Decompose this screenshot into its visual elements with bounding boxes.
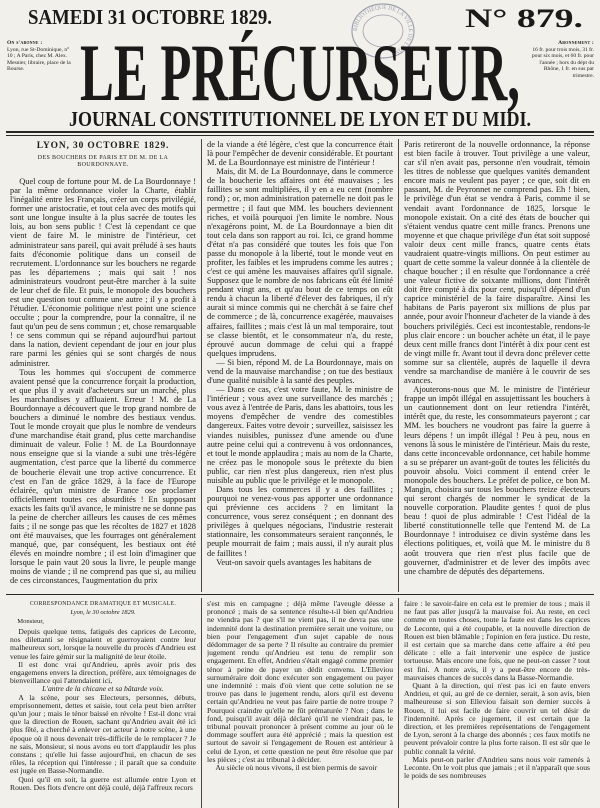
feuilleton-salutation: Monsieur,: [17, 618, 44, 625]
paragraph: Depuis quelque tems, fatigués des caprices de Leconte, nos dilettanti se résignaient et guerroyaient contre leur malheureux sort, lorsque la nouvelle du procès d'Andrieu est venue les faire gémir sur la malignité de leur étoile.: [10, 628, 196, 661]
paragraph: Veut-on savoir quels avantages les habitans de: [216, 557, 372, 567]
subscription-price-box: [526, 40, 594, 80]
paragraph: Quel coup de fortune pour M. de La Bourdonnaye ! par la même ordonnance violer la Charte, établir l'inégalité entre les Français, créer un corps privilégié, former une aristocratie, et tout cela avec des motifs qui sont une longue insulte à la plus sacrée de toutes les lois, au bon sens public ! C'est là cependant ce que vient de faire M. le ministre de l'intérieur, cet administrateur sans pareil, qui avait préludé à ses hauts faits d'économie politique dans un conseil de recrutement. L'ordonnance sur les bouchers ne regarde pas les départemens ; mais qui sait ! nos administrateurs voudront peut-être marcher à la suite de leur chef de file. Et puis, le monopole des bouchers est une question tout comme une autre ; il y a profit à l'étudier. L'économie politique n'est point une science occulte ; pour la comprendre, pour la connaître, il ne faut qu'un peu de sens commun ; et, chose remarquable ! ce sens commun qui se répand aujourd'hui partout dans la nation, devient cependant de jour en jour plus rare parmi les génies qui se sont chargés de nous administrer.: [10, 177, 196, 368]
subscription-address-label: On s'abonne :: [7, 40, 43, 46]
lead-article-column-1: [10, 177, 196, 591]
paragraph: Quoi qu'il en soit, la guerre est allumée entre Lyon et Rouen. Des flots d'encre ont déjà coulé, déjà l'affreux recors: [10, 774, 196, 792]
paragraph: — Dans ce cas, c'est votre faute, M. le ministre de l'intérieur ; vous avez une surveillance des marchés ; vous avez à l'entrée de Paris, dans les abattoirs, tous les moyens d'empêcher de vendre des comestibles dangereux. Faites votre devoir ; surveillez, saisissez les viandes nuisibles, punissez d'une amende ou d'une autre peine celui qui a contrevenu à vos ordonnances, et tout le monde applaudira ; mais au nom de la Charte, ne créez pas le monopole sous le prétexte du bien public, car rien n'est plus dangereux, rien n'est plus nuisible au public que le privilège et le monopole.: [207, 385, 393, 485]
newspaper-title: LE PRÉCURSEUR,: [80, 27, 520, 118]
feuilleton-header: [10, 599, 196, 628]
paragraph: Paris retireront de la nouvelle ordonnance, la réponse est bien facile à trouver. Tout privilège a une valeur, car s'il n'en avait pas, personne n'en voudrait, témoin les titres de noblesse que quelques vanités demandent encore mais ne veulent pas payer ; ce que, soit dit en passant, M. de Peyronnet ne comprend pas. Eh ! bien, le privilège d'un état se vendra à Paris, comme il se vendait avant l'ordonnance de 1825, lorsque le monopole existait. On a cité des états de boucher qui s'étaient vendus quatre cent mille francs. Prenons une moyenne et que chaque privilège d'un état soit supposé valoir deux cent mille francs, quatre cents états vaudraient quatre-vingts millions. On peut estimer au quart de cette somme la valeur donnée à la clientèle de chaque boucher ; il en résulte que l'ordonnance a créé une valeur fictive de soixante millions, dont l'intérêt doit être compté à dix pour cent, puisqu'il dépend d'un caprice ministériel de la faire disparaître. Ainsi les habitans de Paris payeront six millions de plus par année, pour avoir l'honneur d'acheter de la viande à des bouchers privilégiés. Ceci est incontestable, rendons-le plus clair encore : un boucher achète un état, il le paye deux cent mille francs dont l'intérêt à dix pour cent est de vingt mille fr. Avant tout il devra donc prélever cette somme sur sa clientèle, auprès de laquelle il devra vendre sa marchandise de manière à le couvrir de ses avances.: [404, 140, 590, 386]
newspaper-subtitle: JOURNAL CONSTITUTIONNEL DE LYON ET DU MIDI.: [69, 107, 531, 131]
subscription-address-text: Lyon, rue St-Dominique, n° 10 ; A Paris, chez M. Alex. Mesnier, libraire, place de la Bourse.: [7, 46, 71, 73]
feuilleton-rule: [6, 594, 594, 595]
feuilleton-column-2: [207, 600, 393, 806]
feuilleton-dateline: Lyon, le 30 octobre 1829.: [70, 609, 136, 616]
column-divider: [201, 139, 202, 592]
paragraph: A la scène, pour ses Electeurs, personnes, débuts, emprisonnement, dettes et saisie, tout cela peut bien arrêter qu'un jour ; mais le ténor baissé en révolte ! Est-il donc vrai que la direction de Rouen, sachant qu'Andrieu avait été ici plus fêté, a cherché à enlever cet acteur à notre scène, à une époque où il nous devenait très-difficile de le remplacer ? Je ne sais, Monsieur, si nous avons eu tort d'applaudir les plus constans ; qu'elle lui fasse aujourd'hui, en chacun de ses rôles, la réception qui l'intéresse ; il paraît que sa conduite est jugée en Basse-Normandie.: [10, 692, 196, 776]
column-divider: [201, 598, 202, 808]
paragraph: de la viande a été légère, c'est que la concurrence était là pour l'empêcher de devenir considérable. Et pourtant M. de La Bourdonnaye est ministre de l'intérieur !: [207, 140, 393, 168]
masthead-rule-thin: [6, 135, 594, 136]
column-divider: [398, 598, 399, 808]
column-divider: [398, 139, 399, 592]
feuilleton-heading: CORRESPONDANCE DRAMATIQUE ET MUSICALE.: [29, 601, 177, 607]
paragraph: faire : le savoir-faire en cela est le premier de tous ; mais il ne faut pas aller jusqu'à la mauvaise foi. Au reste, en ceci comme en toutes choses, toute la faute est dans les caprices de Leconte, qui a été coupable, et la nouvelle direction de Rouen est bien blâmable ; l'opinion en fera justice. Du reste, il est certain que sa marche dans cette affaire a été peu délicate : elle a fait intervenir une espèce de justice tortueuse. Mais encore une fois, que ne peut-on casser ? tout est fini. A notre avis, il y a peut-être encore de très-mauvaises chances de succès dans la Basse-Normandie.: [404, 600, 590, 682]
paragraph: Il est donc vrai qu'Andrieu, après avoir pris des engagemens envers la direction, préfère, aux témoignages de bienveillance qui l'attendaient ici,: [10, 659, 196, 686]
issue-date: SAMEDI 31 OCTOBRE 1829.: [28, 5, 272, 29]
paragraph: — Si bien, répond M. de La Bourdonnaye, mais on vend de la mauvaise marchandise ; on tue des bestiaux d'une qualité nuisible à la santé des peuples.: [207, 357, 393, 386]
subscription-price-label: Abonnement :: [558, 40, 594, 46]
subscription-address-box: [7, 40, 75, 73]
paragraph: Mais peut-on parler d'Andrieu sans nous voir ramenés à Leconte. On le voit plus que jamais ; et il n'apparaît que sous le poids de ses nombreuses: [404, 754, 590, 781]
lead-article-column-3: [404, 140, 590, 591]
lead-article-column-2: [207, 140, 393, 591]
paragraph: Tous les hommes qui s'occupent de commerce avaient pensé que la concurrence forçait la production, et que plus il y avait d'acheteurs sur un marché, plus les marchandises y affluaient. Erreur ! M. de La Bourdonnaye a découvert que le trop grand nombre de bouchers a diminué le nombre des bestiaux vendus. Tout le monde croyait que plus le nombre de vendeurs d'une marchandise était grand, plus cette marchandise diminuait de valeur. Folie ! M. de La Bourdonnaye nous enseigne que si la viande a subi une très-légère augmentation, c'est parce que la liberté du commerce de boucherie élevait une trop active concurrence. Et c'est en l'an de grâce 1829, à la face de l'Europe éclairée, qu'un ministre de France ose proclamer officiellement toutes ces absurdités ! En supposant exacts les faits qu'il avance, le ministre ne se donne pas la peine de chercher ailleurs les causes de ces mêmes faits ; il ne songe pas que les récoltes de 1827 et 1828 ont été mauvaises, que les fourrages ont généralement manqué, que, par conséquent, les bestiaux ont été élevés en moindre nombre ; il est loin d'imaginer que lorsque le pain vaut 20 sous la livre, le peuple mange moins de viande ; il ne comprend pas que si, au milieu de ces circonstances, l'augmentation du prix: [10, 367, 196, 586]
article-heading: DES BOUCHERS DE PARIS ET DE M. DE LA BOURDONNAYE.: [37, 155, 169, 169]
masthead-rule-thick: [6, 131, 594, 133]
masthead: [0, 0, 600, 140]
paragraph: Au siècle où nous vivons, il est bien permis de savoir: [215, 763, 378, 773]
paragraph: Quant à la direction, qui n'est pas ici en faute envers Andrieu, et qui, au gré de ce dernier, serait, à son avis, bien malheureuse si son Elleviou faisait son dernier succès à Rouen, il lui est facile de faire couvrir un tel désir de l'indemnité. Après ce jugement, il est certain que la direction, et les premières représentations de l'engagement de Lyon, seront à la charge des abonnés ; ces faux motifs ne peuvent prévaloir contre la plus forte raison. Il est sûr que le public connaît la vérité.: [404, 681, 590, 756]
subscription-price-text: 16 fr. pour trois mois, 31 fr. pour six mois, et 60 fr. pour l'année ; hors du dépt du Rhône, 1 fr. en sus par trimestre.: [531, 46, 594, 79]
issue-number: N° 879.: [465, 4, 583, 33]
paragraph: s'est mis en campagne ; déjà même l'aveugle déesse a prononcé ; mais de sa sentence résulte-t-il bien qu'Andrieu ne viendra pas ? que s'il ne vient pas, il ne devra pas une indemnité dont la destination première serait une voiture, ou bien pour l'engagement d'un sujet capable de nous dédommager de sa perte ? Il résulte au contraire du premier jugement rendu qu'Andrieu est tenu de remplir son engagement. En effet, Andrieu s'était engagé comme premier ténor à peine de payer un dédit convenu. L'Elleviou surnuméraire doit donc exécuter son engagement ou payer une indemnité : mais d'où vient que cette solution ne se trouve pas dans le jugement rendu, alors qu'il est devenu certain qu'Andrieu ne veut pas faire partie de notre troupe ? Pourquoi craindre qu'elle ne fût prématurée ? Non ; dans le fond, puisqu'il avait déjà déclaré qu'il ne viendrait pas, le tribunal pouvait prononcer à présent comme au jour où le dommage souffert aura été apprécié ; mais la question est surtout de savoir si l'engagement de Rouen est antérieur à celui de Lyon, et cette question ne peut être résolue que par les pièces ; c'est au tribunal à décider.: [207, 600, 393, 764]
feuilleton-column-3: [404, 600, 590, 806]
verse-quotation: L'antre de la chicane et sa bâtarde voix.: [42, 684, 164, 694]
article-dateline: LYON, 30 OCTOBRE 1829.: [36, 141, 170, 151]
lead-article-header: [10, 139, 196, 176]
stamp-lettering: BIBLIOTHÈQUE DE LA VILLE DE LYON: [352, 4, 414, 55]
paragraph: Dans tous les commerces il y a des faillites ; pourquoi ne venez-vous pas apporter une ordonnance qui prévienne ces accidens ? en limitant la concurrence, vous serez conséquent ; en donnant des privilèges à quelques négocians, l'industrie resterait stationnaire, les consommateurs seraient rançonnés, le peuple mourrait de faim ; mais aussi, il n'y aurait plus de faillites !: [207, 484, 393, 558]
paragraph: Mais, dit M. de La Bourdonnaye, dans le commerce de la boucherie les affaires ont été mauvaises ; les faillites se sont multipliées, il y en a eu cent (nombre rond) ; or, mon administration paternelle ne doit pas le permettre ; il faut que MM. les bouchers deviennent riches, et voilà pourquoi j'en limite le nombre. Nous n'exagérons point, M. de La Bourdonnaye a bien dit tout cela dans son rapport au roi. Ici, ce grand homme d'état n'a pas considéré que toutes les fois que l'on passe du monopole à la liberté, tout le monde veut en profiter, les faibles et les imprudens comme les autres ; c'est ce qui amène les mauvaises affaires qu'il signale. Supposez que le nombre de nos fabricans eût été limité pendant vingt ans, et qu'au bout de ce temps on eût rendu à chacun la liberté d'élever des fabriques, il n'y aurait si mince commis qui ne cherchât à se faire chef de commerce ; de là, concurrence exagérée, mauvaises affaires, faillites ; mais c'est là un mal temporaire, tout se classe bientôt, et le consommateur n'a, du reste, éprouvé aucun dommage de celui qui a frappé quelques imprudens.: [207, 167, 393, 358]
feuilleton-column-1: [10, 628, 196, 806]
paragraph: Ajouterons-nous que M. le ministre de l'intérieur frappe un impôt illégal en assujettissant les bouchers à un cautionnement dont on leur retiendra l'intérêt, intérêt que, du reste, les consommateurs payeront ; car MM. les bouchers ne voudront pas faire la guerre à leurs dépens ! un impôt illégal ! Peu à peu, nous en venons là sous le ministère de l'intérieur. Mais du reste, dans cette inconcevable ordonnance, cet habile homme a su se préparer un avant-goût de toutes les félicités du pouvoir absolu. Voici comment il entend créer le monopole des bouchers. Le préfet de police, ce bon M. Mangin, choisira sur tous les bouchers treize électeurs qui seront chargés de nommer le syndicat de la nouvelle corporation. Plaudite gentes ! quoi de plus beau ! quoi de plus admirable ! C'est l'idéal de la liberté constitutionnelle telle que l'entend M. de La Bourdonnaye ! introduisez ce divin système dans les élections politiques, et, voilà que M. le ministre du 8 août trouvera que rien n'est plus facile que de gouverner, d'administrer et de lever des impôts avec une chambre de députés des départemens.: [404, 385, 590, 576]
